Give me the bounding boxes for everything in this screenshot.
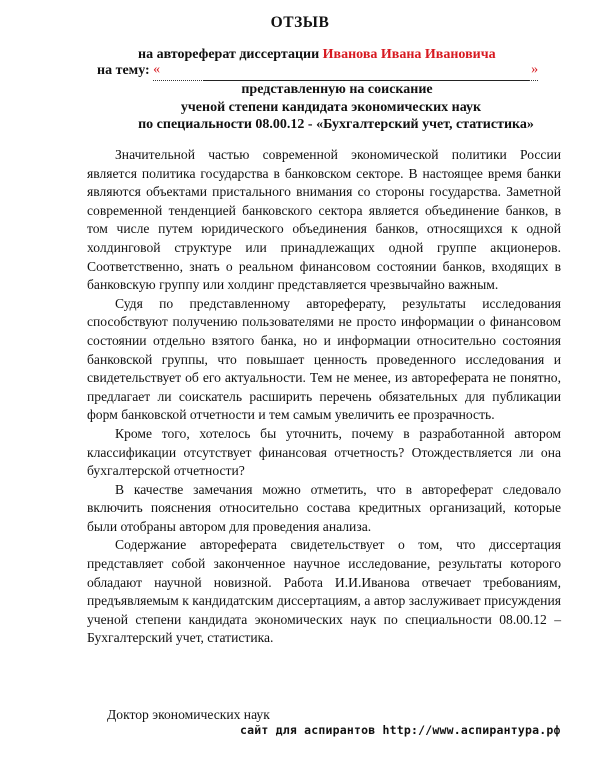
header-prefix: на автореферат диссертации	[138, 47, 323, 62]
signature-title: Доктор экономических наук	[107, 707, 270, 722]
header-submission-line: представленную на соискание	[241, 82, 433, 97]
paragraph: Судя по представленному автореферату, результаты исследования способствуют получению пользователями не просто информации о финансовом состоянии отдельно взятого банка, но и информации относительно состояния банковской группы, что повышает ценность проведенного исследования и свидетельствует об его актуальности. Тем не менее, из автореферата не понятно, предлагает ли соискатель расширить перечень обязательных для публикации форм банковской отчетности и тем самым увеличить ее прозрачность.	[87, 295, 561, 423]
quote-close: »	[531, 62, 539, 77]
paragraph: Значительной частью современной экономической политики России является политика государства в банковском секторе. В настоящее время банки являются объектами пристального внимания со стороны государства. Заметной современной тенденцией банковского сектора является объединение банков, в том числе путем юридического объединения банков, относящихся к одной холдинговой структуре или принадлежащих одной группе акционеров. Соответственно, знать о реальном финансовом состоянии банков, входящих в банковскую группу или холдинг представляется чрезвычайно важным.	[87, 147, 561, 293]
topic-prefix: на тему:	[97, 63, 154, 78]
paragraph: Кроме того, хотелось бы уточнить, почему в разработанной автором классификации отсутствует финансовая отчетность? Отождествляется ли она бухгалтерской отчетности?	[87, 425, 561, 479]
header-block	[0, 81, 600, 134]
quote-open: «	[153, 62, 161, 77]
header-line-dissertation	[138, 47, 496, 63]
header-line-topic	[97, 63, 538, 80]
document-title: ОТЗЫВ	[270, 14, 330, 31]
paragraph: Содержание автореферата свидетельствует о том, что диссертация представляет собой законченное научное исследование, результаты которого обладают научной новизной. Работа И.И.Иванова отвечает требованиям, предъявляемым к кандидатским диссертациям, а автор заслуживает присуждения ученой степени кандидата экономических наук по специальности 08.00.12 – Бухгалтерский учет, статистика.	[87, 537, 561, 646]
review-body	[87, 146, 561, 648]
author-name: Иванова Ивана Ивановича	[322, 47, 496, 62]
header-degree-line: ученой степени кандидата экономических наук	[180, 99, 482, 115]
header-specialty-line: по специальности 08.00.12 - «Бухгалтерский учет, статистика»	[138, 117, 534, 132]
topic-placeholder	[153, 64, 538, 81]
paragraph: В качестве замечания можно отметить, что в автореферат следовало включить пояснения относительно состава кредитных организаций, которые были отобраны автором для проведения анализа.	[87, 481, 561, 534]
site-watermark: сайт для аспирантов http://www.аспирантура.рф	[240, 723, 561, 737]
